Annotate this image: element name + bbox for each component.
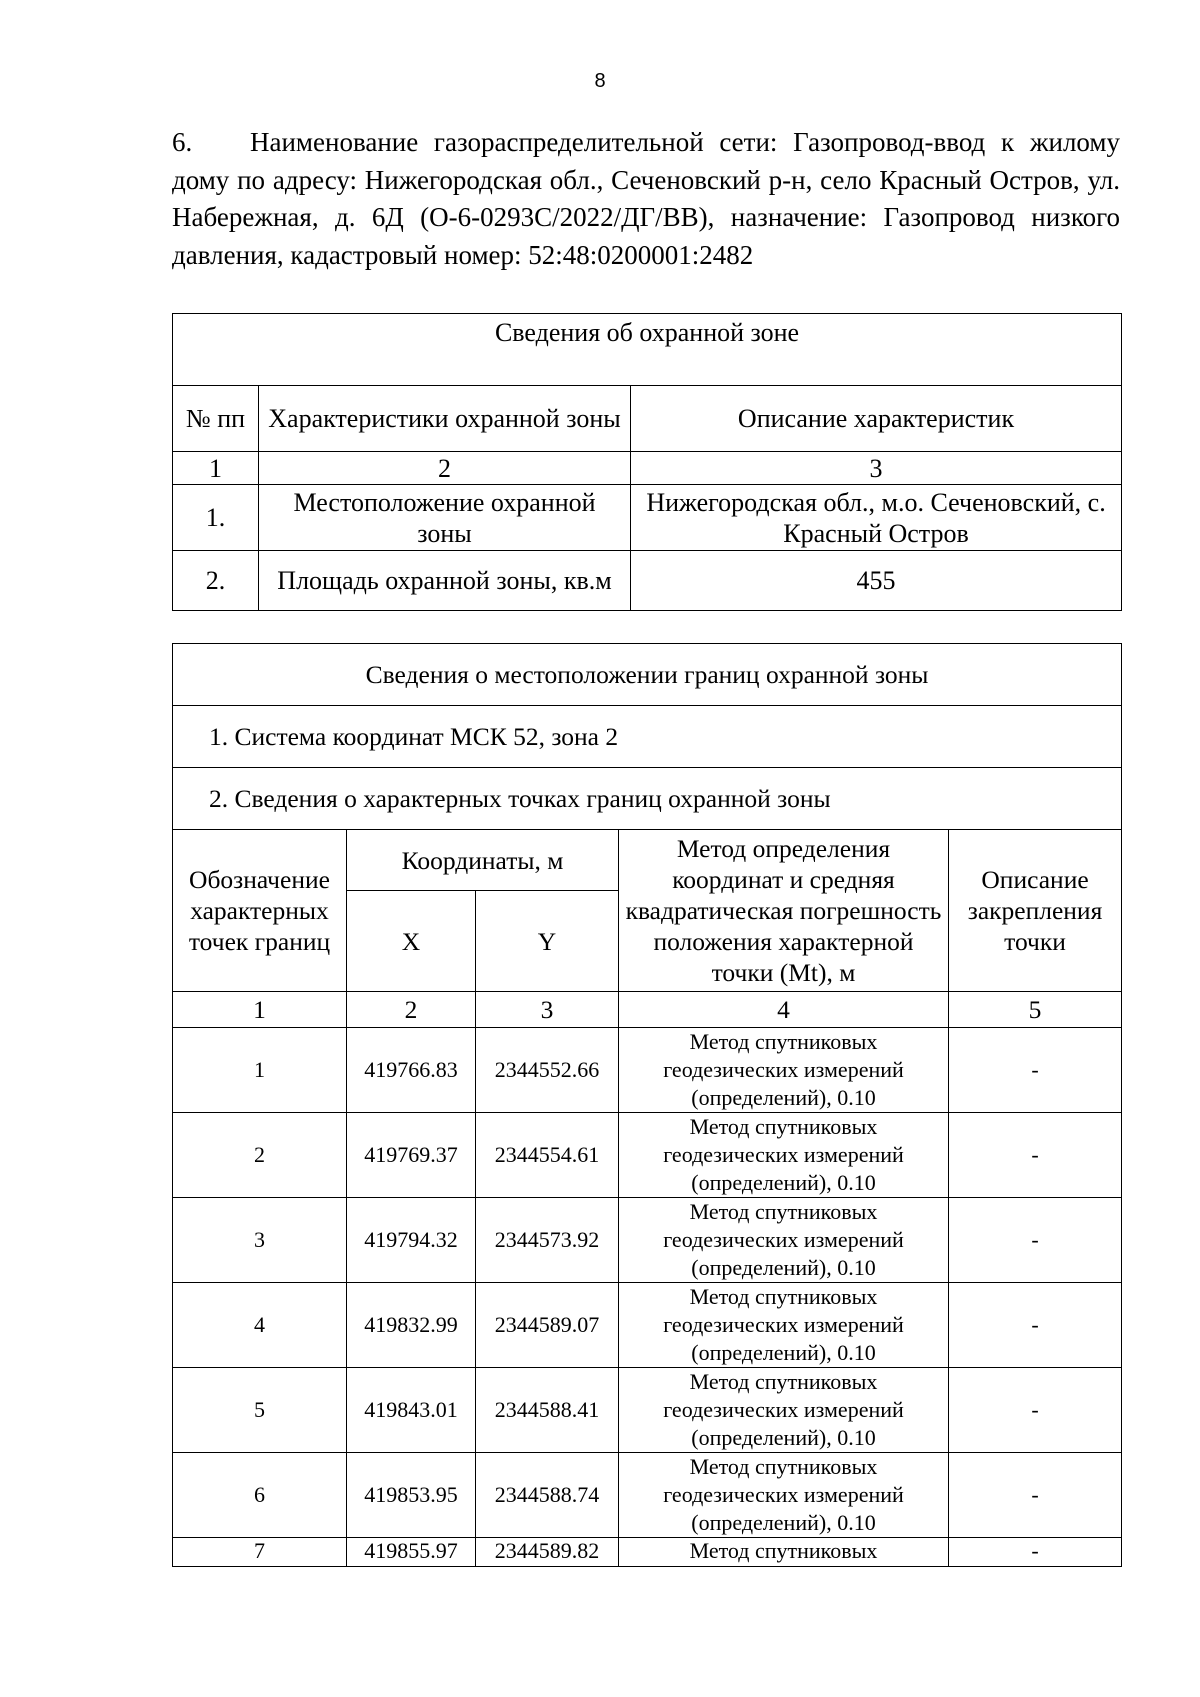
coordinate-system: 1. Система координат МСК 52, зона 2	[173, 706, 1122, 768]
column-header-x: X	[347, 891, 476, 992]
method: Метод спутниковых геодезических измерений (определений), 0.10	[619, 1113, 949, 1198]
table-caption: Сведения об охранной зоне	[173, 314, 1122, 386]
fix-description: -	[949, 1453, 1122, 1538]
coord-y: 2344588.74	[476, 1453, 619, 1538]
coord-x: 419832.99	[347, 1283, 476, 1368]
column-header-coords: Координаты, м	[347, 830, 619, 891]
table-row	[173, 1028, 1122, 1113]
coord-y: 2344552.66	[476, 1028, 619, 1113]
column-header: Характеристики охранной зоны	[259, 386, 631, 452]
table-row	[173, 1538, 1122, 1567]
item-number: 6.	[172, 127, 193, 157]
table-row	[173, 1198, 1122, 1283]
boundary-coordinates-table	[172, 643, 1122, 1567]
row-number: 1.	[173, 485, 259, 551]
column-header: Описание характеристик	[631, 386, 1122, 452]
column-index: 2	[347, 992, 476, 1028]
fix-description: -	[949, 1538, 1122, 1567]
point-id: 2	[173, 1113, 347, 1198]
coord-y: 2344573.92	[476, 1198, 619, 1283]
coord-y: 2344589.82	[476, 1538, 619, 1567]
coord-x: 419853.95	[347, 1453, 476, 1538]
table-row	[173, 1283, 1122, 1368]
protection-zone-table	[172, 313, 1122, 611]
column-index: 5	[949, 992, 1122, 1028]
column-header: № пп	[173, 386, 259, 452]
point-id: 6	[173, 1453, 347, 1538]
method: Метод спутниковых геодезических измерений (определений), 0.10	[619, 1028, 949, 1113]
fix-description: -	[949, 1368, 1122, 1453]
column-index: 1	[173, 992, 347, 1028]
column-header-y: Y	[476, 891, 619, 992]
table-row	[173, 1113, 1122, 1198]
coord-x: 419766.83	[347, 1028, 476, 1113]
column-index: 1	[173, 452, 259, 485]
fix-description: -	[949, 1198, 1122, 1283]
characteristic-value: Нижегородская обл., м.о. Сеченовский, с. Красный Остров	[631, 485, 1122, 551]
method: Метод спутниковых геодезических измерений (определений), 0.10	[619, 1453, 949, 1538]
characteristic-name: Площадь охранной зоны, кв.м	[259, 551, 631, 611]
coord-y: 2344554.61	[476, 1113, 619, 1198]
characteristic-name: Местоположение охранной зоны	[259, 485, 631, 551]
column-header-method: Метод определения координат и средняя квадратическая погрешность положения характерной точки (Mt), м	[619, 830, 949, 992]
table-row	[173, 485, 1122, 551]
network-description	[172, 124, 1120, 274]
point-id: 7	[173, 1538, 347, 1567]
coord-x: 419843.01	[347, 1368, 476, 1453]
column-index: 3	[631, 452, 1122, 485]
table-row	[173, 551, 1122, 611]
points-caption: 2. Сведения о характерных точках границ охранной зоны	[173, 768, 1122, 830]
method: Метод спутниковых	[619, 1538, 949, 1567]
fix-description: -	[949, 1283, 1122, 1368]
point-id: 4	[173, 1283, 347, 1368]
column-index: 2	[259, 452, 631, 485]
fix-description: -	[949, 1113, 1122, 1198]
coord-x: 419855.97	[347, 1538, 476, 1567]
column-header-fix: Описание закрепления точки	[949, 830, 1122, 992]
column-header-point: Обозначение характерных точек границ	[173, 830, 347, 992]
page-number: 8	[594, 70, 606, 92]
network-description-text: Наименование газораспределительной сети: Газопровод-ввод к жилому дому по адресу: Нижегородская обл., Сеченовский р-н, село Красный Остров, ул. Набережная, д. 6Д (О-6-0293С/2022/ДГ/ВВ), назначение: Газопровод низкого давления, кадастровый номер: 52:48:0200001:2482	[172, 127, 1120, 270]
table-row	[173, 1453, 1122, 1538]
fix-description: -	[949, 1028, 1122, 1113]
table-row	[173, 1368, 1122, 1453]
coord-x: 419769.37	[347, 1113, 476, 1198]
column-index: 4	[619, 992, 949, 1028]
coord-x: 419794.32	[347, 1198, 476, 1283]
row-number: 2.	[173, 551, 259, 611]
characteristic-value: 455	[631, 551, 1122, 611]
coord-y: 2344589.07	[476, 1283, 619, 1368]
table-caption: Сведения о местоположении границ охранной зоны	[173, 644, 1122, 706]
point-id: 3	[173, 1198, 347, 1283]
method: Метод спутниковых геодезических измерений (определений), 0.10	[619, 1283, 949, 1368]
coord-y: 2344588.41	[476, 1368, 619, 1453]
method: Метод спутниковых геодезических измерений (определений), 0.10	[619, 1368, 949, 1453]
point-id: 1	[173, 1028, 347, 1113]
column-index: 3	[476, 992, 619, 1028]
point-id: 5	[173, 1368, 347, 1453]
method: Метод спутниковых геодезических измерений (определений), 0.10	[619, 1198, 949, 1283]
